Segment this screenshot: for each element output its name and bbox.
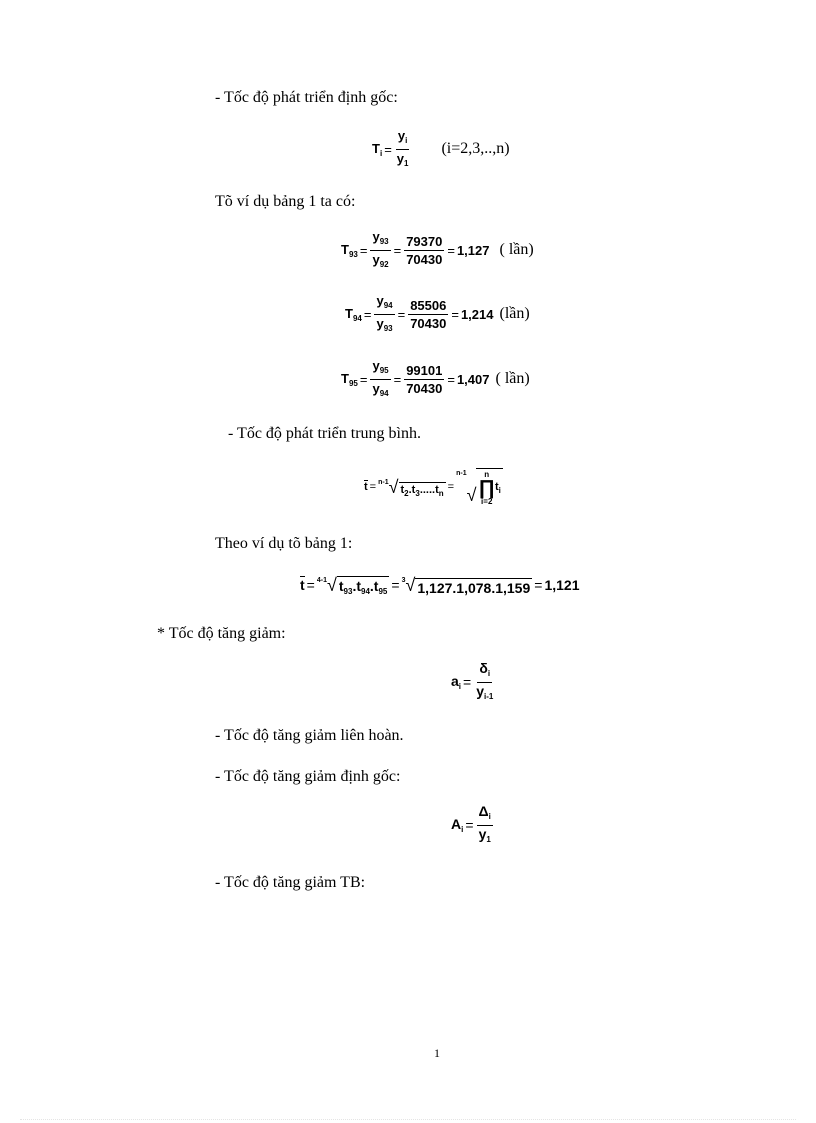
line-avg-growth: - Tốc độ tăng giảm TB: [215,874,366,891]
page-bottom-divider [20,1119,796,1120]
formula-Ai: $A_i$ = $\frac{\Delta_i}{y_1}$ [451,802,491,844]
line-chain-growth: - Tốc độ tăng giảm liên hoàn. [215,727,404,744]
line-fixed-growth: - Tốc độ tăng giảm định gốc: [215,768,401,785]
line-dev-fixed: - Tốc độ phát triển định gốc: [215,89,398,106]
formula-ti: $T_i$ = $\frac{y_i}{y_1}$ (i=2,3,..,n) [372,127,510,168]
formula-tbar-general: t = n-1 √ $t_2.t_3.....t_n$ = n-1 √ n ∏ i=2 $t_i$ [364,470,501,506]
formula-t95: $T_{95}$ = $\frac{y_{95}}{y_{94}}$ = $\frac{99101}{70430}$ = 1,407 ( lần) [341,357,530,398]
line-example-avg: Theo ví dụ tõ bảng 1: [215,535,353,552]
line-example-intro: Tõ ví dụ bảng 1 ta có: [215,193,356,210]
formula-t94: $T_{94}$ = $\frac{y_{94}}{y_{93}}$ = $\frac{85506}{70430}$ = 1,214 (lần) [345,292,530,333]
line-avg-dev: - Tốc độ phát triển trung bình. [228,425,421,442]
formula-tbar-example: t = 4-1 √ $t_{93}.t_{94}.t_{95}$ = 3 √ 1,127.1,078.1,159 = 1,121 [300,574,580,596]
formula-t93: $T_{93}$ = $\frac{y_{93}}{y_{92}}$ = $\frac{79370}{70430}$ = 1,127 ( lần) [341,228,534,269]
page-number: 1 [434,1046,440,1060]
section-growth-rate: * Tốc độ tăng giảm: [157,625,286,642]
formula-ai: $a_i$ = $\frac{\delta_i}{y_{i-1}}$ [451,659,494,701]
formula-ti-condition: (i=2,3,..,n) [441,140,510,157]
